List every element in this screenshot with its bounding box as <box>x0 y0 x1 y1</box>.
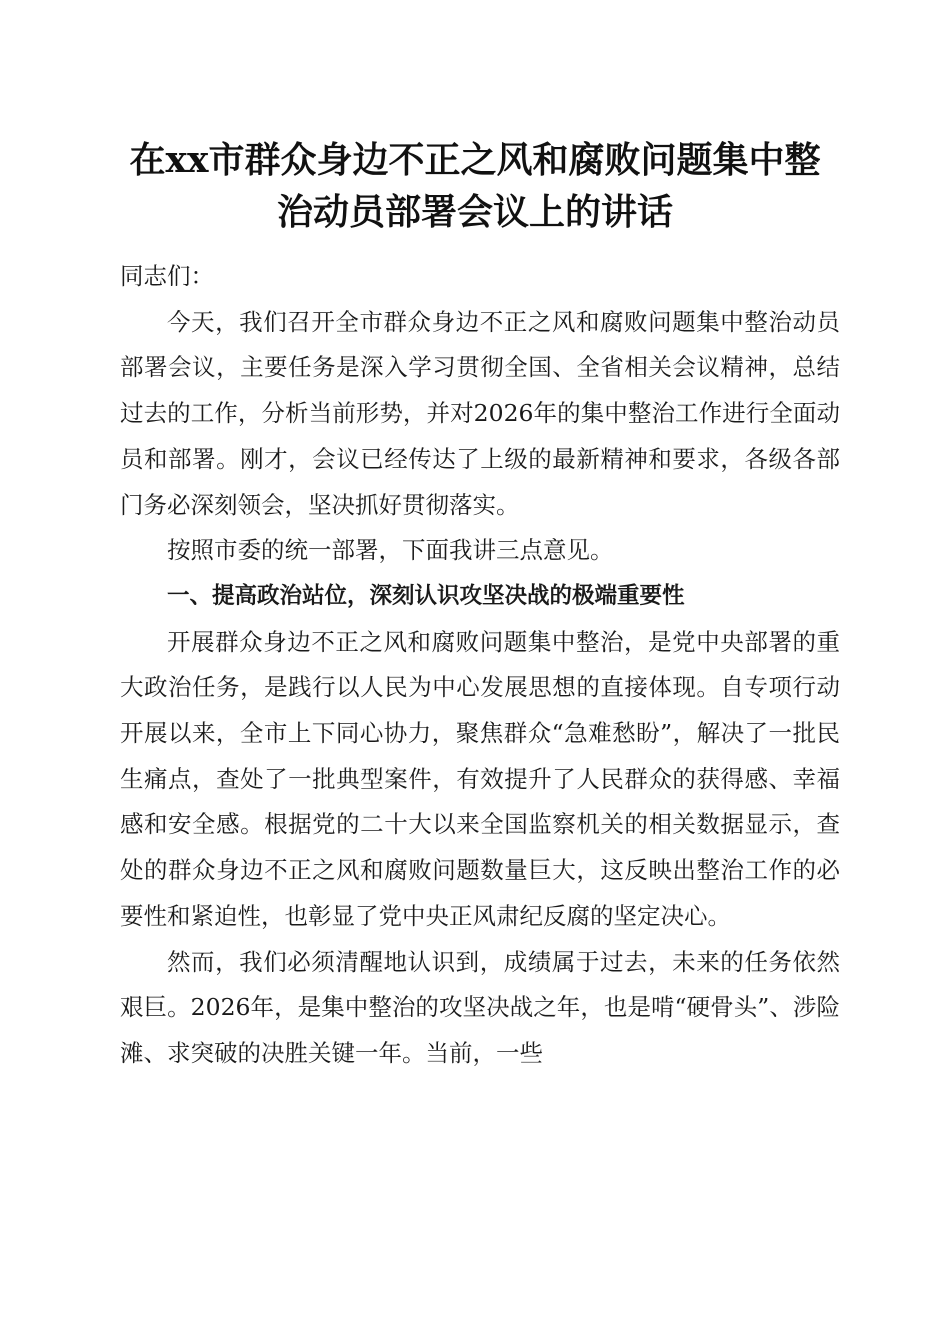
section1-paragraph: 然而，我们必须清醒地认识到，成绩属于过去，未来的任务依然艰巨。2026年，是集中整治的攻坚决战之年，也是啃“硬骨头”、涉险滩、求突破的决胜关键一年。当前，一些 <box>120 947 840 1067</box>
section1-paragraph: 开展群众身边不正之风和腐败问题集中整治，是党中央部署的重大政治任务，是践行以人民为中心发展思想的直接体现。自专项行动开展以来，全市上下同心协力，聚焦群众“急难愁盼”，解决了一批民生痛点，查处了一批典型案件，有效提升了人民群众的获得感、幸福感和安全感。根据党的二十大以来全国监察机关的相关数据显示，查处的群众身边不正之风和腐败问题数量巨大，这反映出整治工作的必要性和紧迫性，也彰显了党中央正风肃纪反腐的坚定决心。 <box>120 627 840 930</box>
paragraph-outline: 按照市委的统一部署，下面我讲三点意见。 <box>167 536 614 565</box>
paragraph-opening: 今天，我们召开全市群众身边不正之风和腐败问题集中整治动员部署会议，主要任务是深入学习贯彻全国、全省相关会议精神，总结过去的工作，分析当前形势，并对2026年的集中整治工作进行全面动员和部署。刚才，会议已经传达了上级的最新精神和要求，各级各部门务必深刻领会，坚决抓好贯彻落实。 <box>120 307 840 519</box>
salutation: 同志们： <box>120 262 214 290</box>
title-line-2: 治动员部署会议上的讲话 <box>276 191 673 233</box>
title-line-1: 在xx市群众身边不正之风和腐败问题集中整 <box>129 139 821 181</box>
document-body <box>120 254 840 1077</box>
section-heading-1: 一、提高政治站位，深刻认识攻坚决战的极端重要性 <box>167 582 685 609</box>
document-title <box>100 134 850 238</box>
